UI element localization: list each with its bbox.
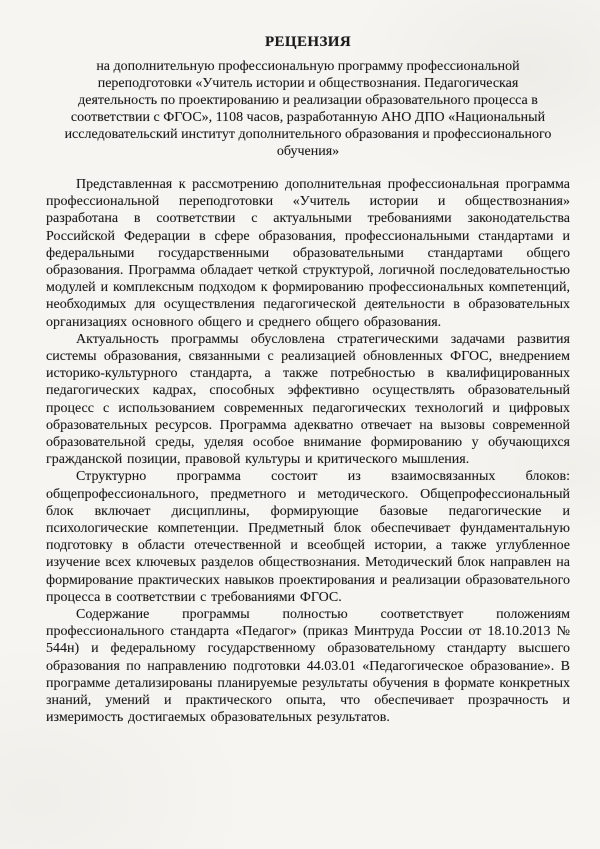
paragraph-content-compliance: Содержание программы полностью соответствует положениям профессионального стандарта «Педагог» (приказ Минтруда России от 18.10.2013 № 544н) и федеральному государственному образовательному стандарту высшего образования по направлению подготовки 44.03.01 «Педагогическое образование». В программе детализированы планируемые результаты обучения в формате конкретных знаний, умений и практического опыта, что обеспечивает прозрачность и измеримость достигаемых образовательных результатов.	[46, 607, 570, 726]
document-subtitle: на дополнительную профессиональную программу профессиональной переподготовки «Учитель истории и обществознания. Педагогическая деятельность по проектированию и реализации образовательного процесса в соответствии с ФГОС», 1108 часов, разработанную АНО ДПО «Национальный исследовательский институт дополнительного образования и профессионального обучения»	[64, 59, 552, 159]
paragraph-structure: Структурно программа состоит из взаимосвязанных блоков: общепрофессионального, предметного и методического. Общепрофессиональный блок включает дисциплины, формирующие базовые педагогические и психологические компетенции. Предметный блок обеспечивает фундаментальную подготовку в области отечественной и всеобщей истории, а также углубленное изучение всех ключевых разделов обществознания. Методический блок направлен на формирование практических навыков проектирования и реализации образовательного процесса в соответствии с требованиями ФГОС.	[46, 469, 570, 605]
document-title: РЕЦЕНЗИЯ	[264, 34, 352, 50]
paragraph-program-overview: Представленная к рассмотрению дополнительная профессиональная программа профессиональной переподготовки «Учитель истории и обществознания» разработана в соответствии с актуальными требованиями законодательства Российской Федерации в сфере образования, профессиональными стандартами и федеральными государственными образовательными стандартами общего образования. Программа обладает четкой структурой, логичной последовательностью модулей и комплексным подходом к формированию профессиональных компетенций, необходимых для осуществления педагогической деятельности в образовательных организациях основного общего и среднего общего образования.	[46, 177, 570, 330]
document-body	[46, 176, 570, 727]
paragraph-relevance: Актуальность программы обусловлена стратегическими задачами развития системы образования, связанными с реализацией обновленных ФГОС, внедрением историко-культурного стандарта, а также потребностью в квалифицированных педагогических кадрах, способных эффективно осуществлять образовательный процесс с использованием современных педагогических технологий и цифровых образовательных ресурсов. Программа адекватно отвечает на вызовы современной образовательной среды, уделяя особое внимание формированию у обучающихся гражданской позиции, правовой культуры и критического мышления.	[46, 331, 570, 468]
